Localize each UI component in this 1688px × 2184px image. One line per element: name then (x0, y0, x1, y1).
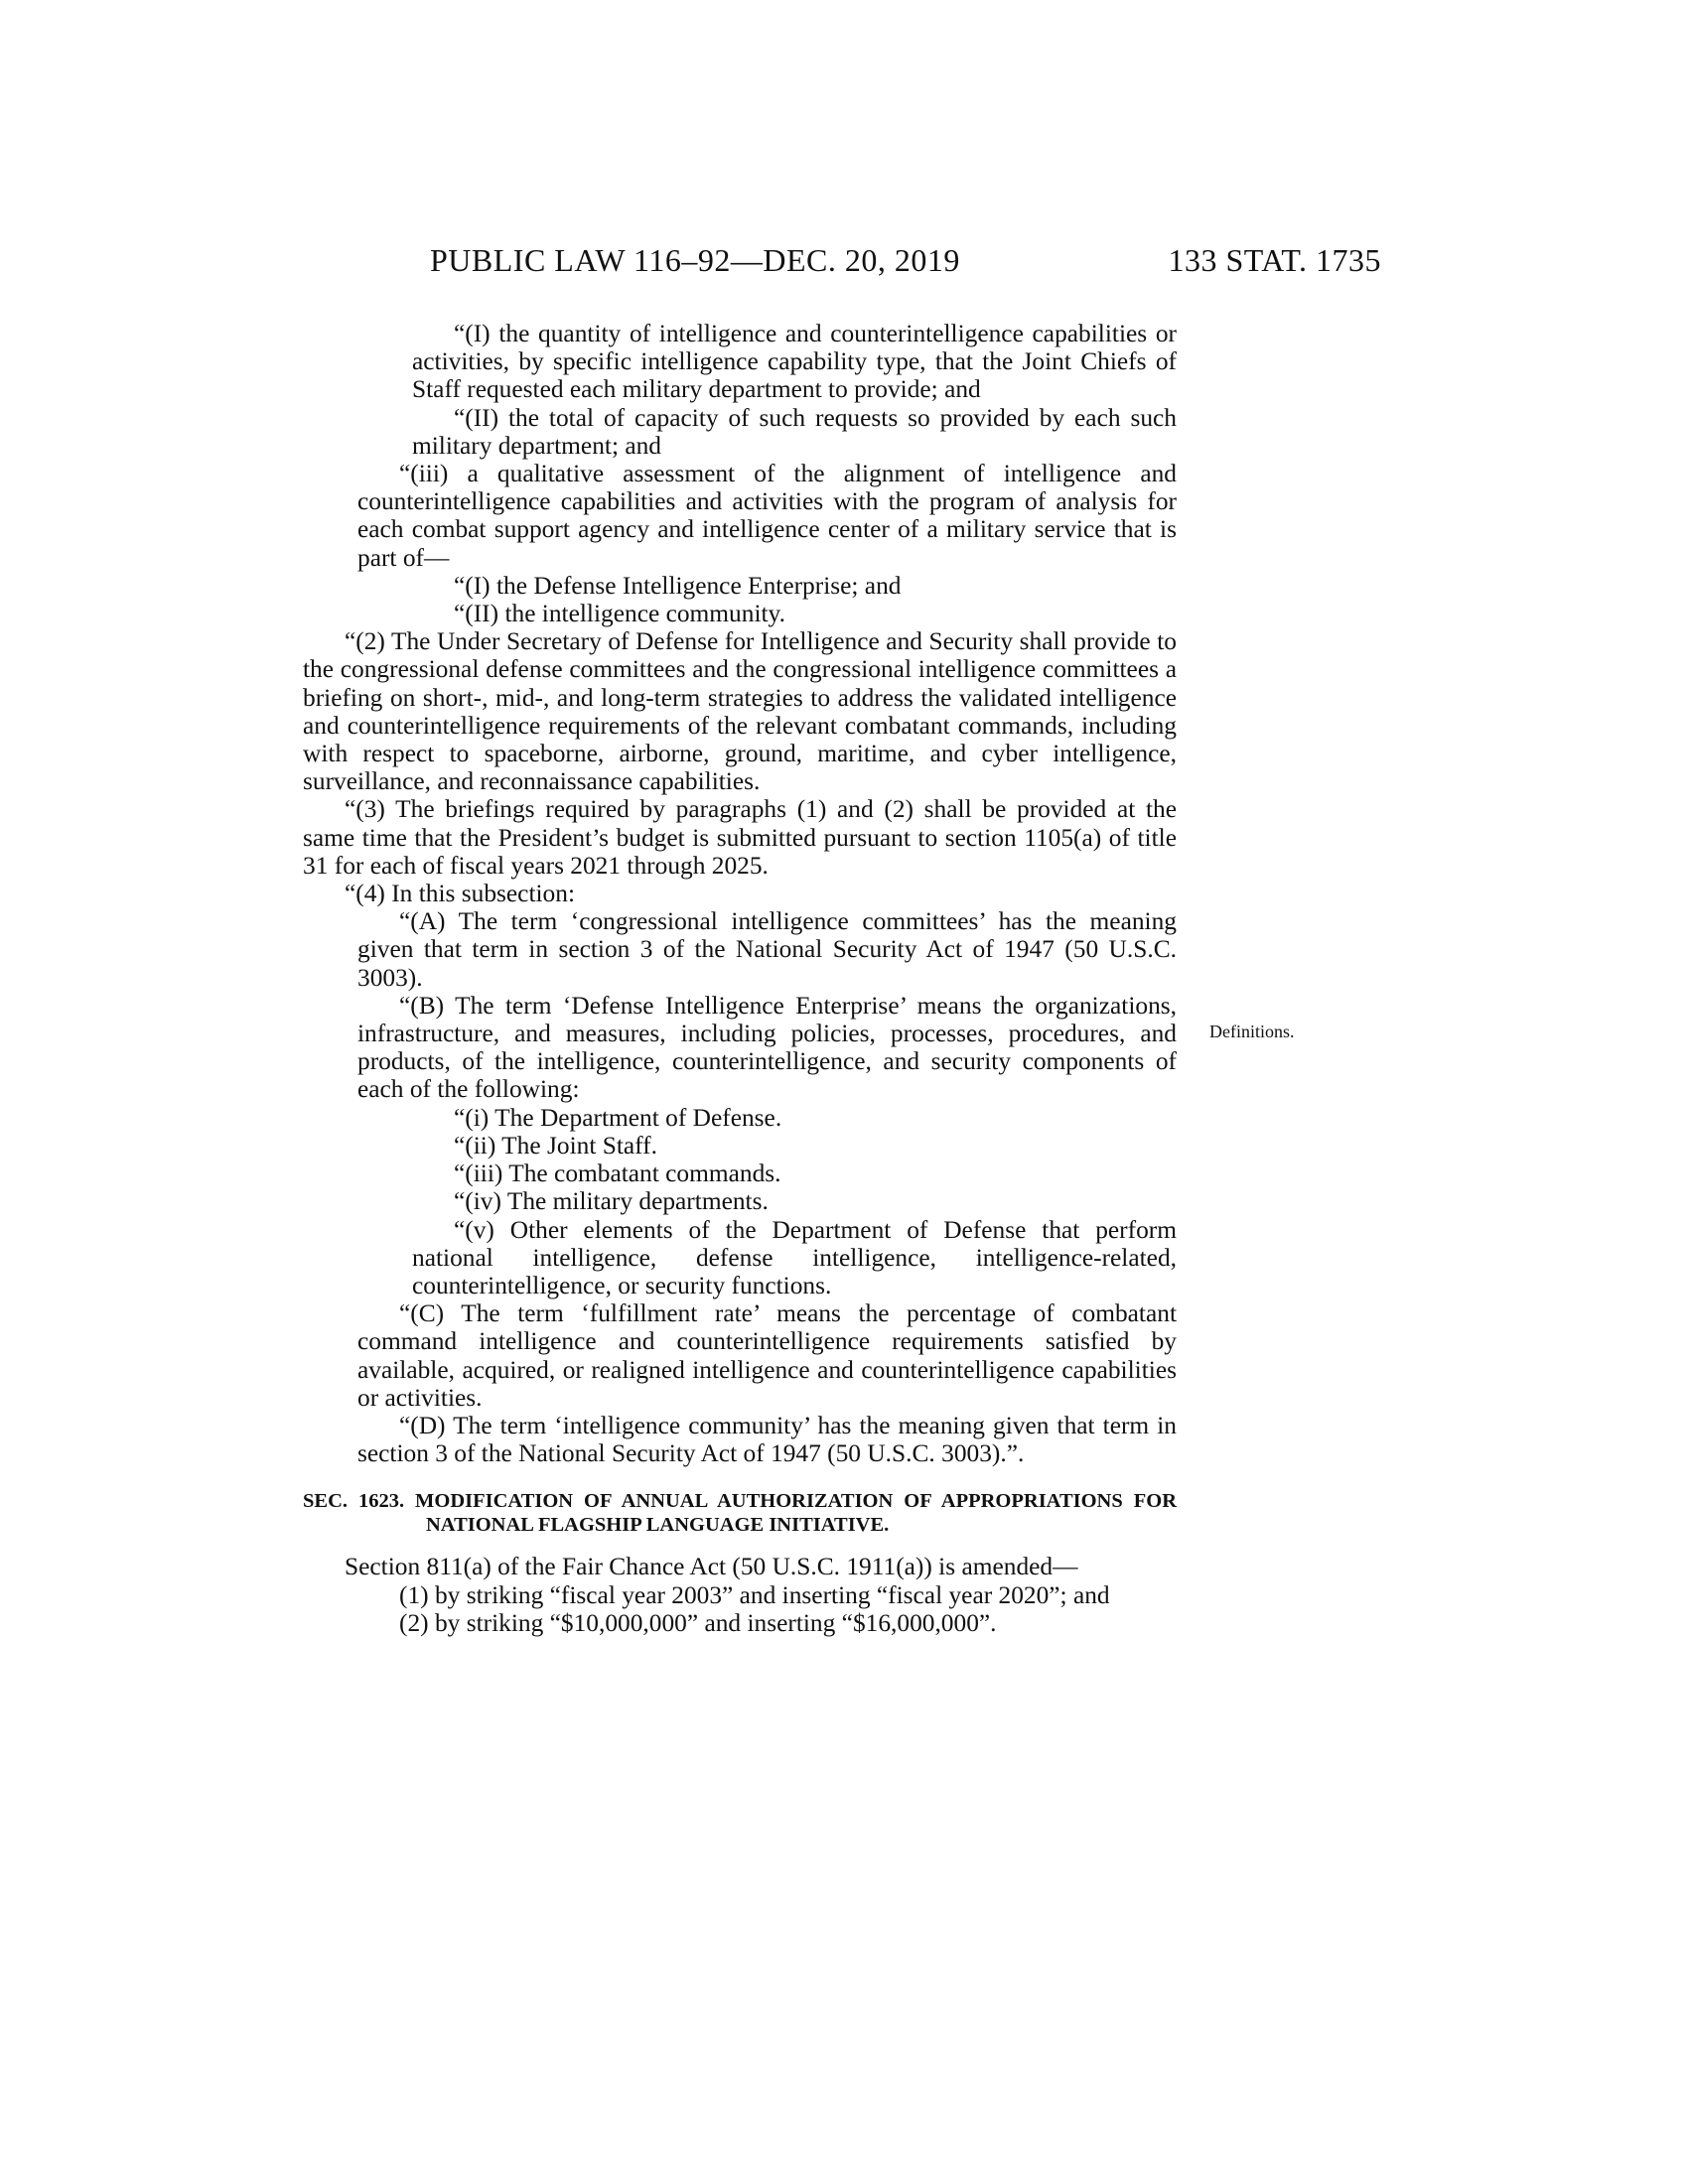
list-item-v: “(v) Other elements of the Department of Defense that perform national intelligence, defense intelligence, intelligence-related, counterintelligence, or security functions. (412, 1215, 1177, 1299)
public-law-citation: PUBLIC LAW 116–92—DEC. 20, 2019 (430, 242, 960, 278)
document-body (303, 320, 1177, 1637)
clause-I-quantity: “(I) the quantity of intelligence and counterintelligence capabilities or activities, by specific intelligence capability type, that the Joint Chiefs of Staff requested each military department to provide; and (412, 320, 1177, 404)
clause-II-total-capacity: “(II) the total of capacity of such requests so provided by each such military department; and (412, 403, 1177, 460)
statute-page-number: 133 STAT. 1735 (1168, 242, 1381, 278)
paragraph-2-briefing: “(2) The Under Secretary of Defense for Intelligence and Security shall provide to the congressional defense committees and the congressional intelligence committees a briefing on short-, mid-, and long-term strategies to address the validated intelligence and counterintelligence requirements of the relevant combatant commands, including with respect to spaceborne, airborne, ground, maritime, and cyber intelligence, surveillance, and reconnaissance capabilities. (303, 627, 1177, 796)
amendment-2: (2) by striking “$10,000,000” and inserting “$16,000,000”. (399, 1608, 997, 1637)
section-heading: SEC. 1623. MODIFICATION OF ANNUAL AUTHORIZATION OF APPROPRIATIONS FOR NATIONAL FLAGSHIP LANGUAGE INITIATIVE. (303, 1490, 1177, 1537)
section-intro: Section 811(a) of the Fair Chance Act (50 U.S.C. 1911(a)) is amended— (345, 1553, 1078, 1581)
definition-C: “(C) The term ‘fulfillment rate’ means the percentage of combatant command intelligence and counterintelligence requirements satisfied by available, acquired, or realigned intelligence and counterintelligence capabilities or activities. (357, 1299, 1177, 1412)
paragraph-4-definitions: “(4) In this subsection: (345, 880, 575, 908)
list-item-ii: “(ii) The Joint Staff. (454, 1131, 657, 1160)
amendment-1: (1) by striking “fiscal year 2003” and inserting “fiscal year 2020”; and (399, 1580, 1110, 1609)
clause-I-defense-intelligence-enterprise: “(I) the Defense Intelligence Enterprise; and (454, 571, 902, 600)
definition-A: “(A) The term ‘congressional intelligence committees’ has the meaning given that term in section 3 of the National Security Act of 1947 (50 U.S.C. 3003). (357, 907, 1177, 992)
margin-note-definitions: Definitions. (1209, 1022, 1295, 1041)
list-item-iii: “(iii) The combatant commands. (454, 1160, 781, 1188)
clause-iii-qualitative-assessment: “(iii) a qualitative assessment of the alignment of intelligence and counterintelligence capabilities and activities with the program of analysis for each combat support agency and intelligence center of a military service that is part of— (357, 460, 1177, 572)
page-header (430, 236, 1381, 284)
clause-II-intelligence-community: “(II) the intelligence community. (454, 600, 785, 628)
definition-B: “(B) The term ‘Defense Intelligence Enterprise’ means the organizations, infrastructure, and measures, including policies, processes, procedures, and products, of the intelligence, counterintelligence, and security components of each of the following: (357, 991, 1177, 1104)
list-item-i: “(i) The Department of Defense. (454, 1103, 782, 1132)
definition-D: “(D) The term ‘intelligence community’ has the meaning given that term in section 3 of the National Security Act of 1947 (50 U.S.C. 3003).”. (357, 1411, 1177, 1468)
list-item-iv: “(iv) The military departments. (454, 1187, 769, 1216)
paragraph-3-timing: “(3) The briefings required by paragraphs (1) and (2) shall be provided at the same time that the President’s budget is submitted pursuant to section 1105(a) of title 31 for each of fiscal years 2021 through 2025. (303, 795, 1177, 880)
